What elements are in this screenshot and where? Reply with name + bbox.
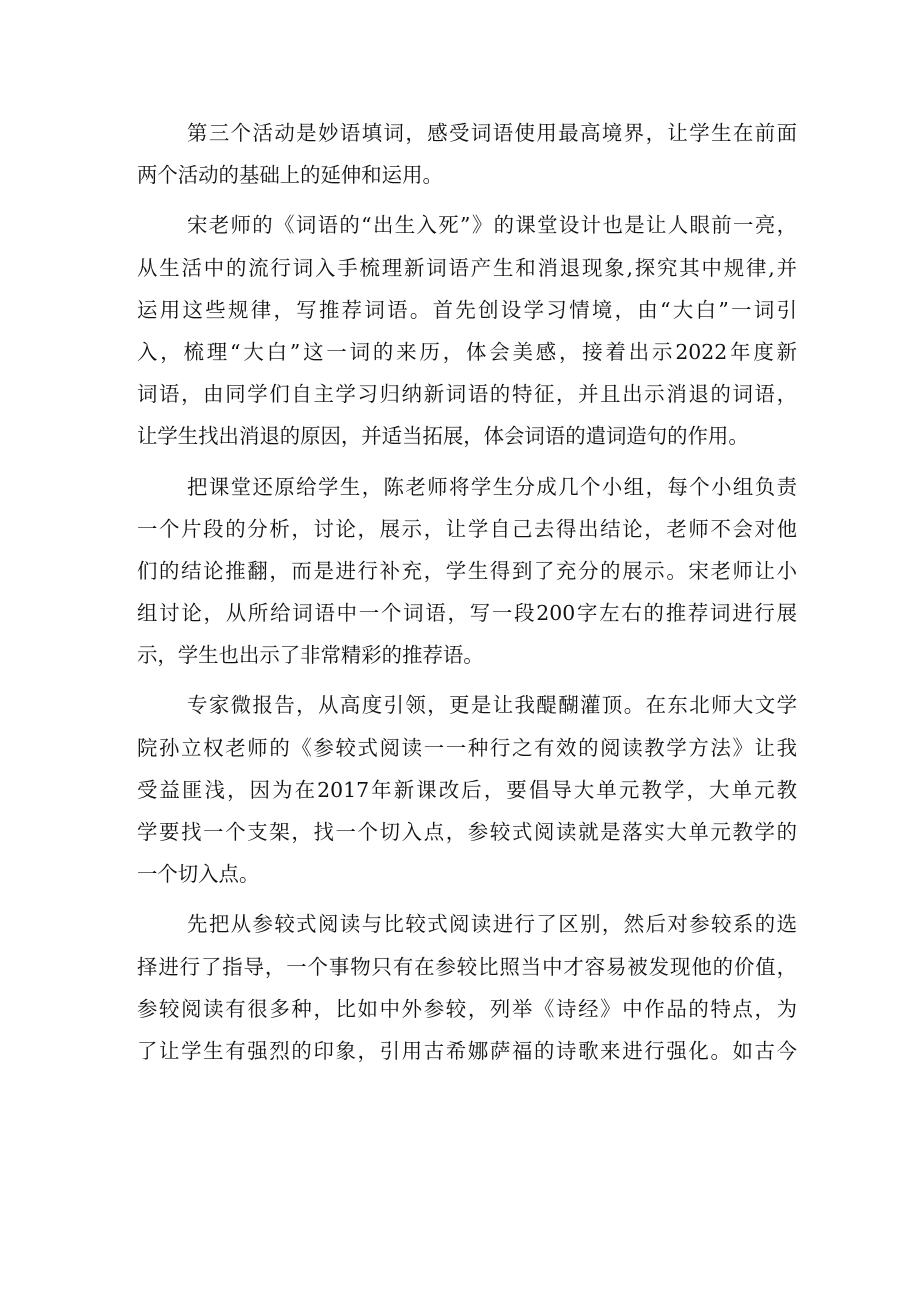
text-line: 学要找一个支架，找一个切入点，参较式阅读就是落实大单元教学的 — [137, 820, 797, 844]
text-line: 让学生找出消退的原因，并适当拓展，体会词语的遣词造句的作用。 — [137, 424, 749, 449]
text-line: 一个切入点。 — [137, 862, 260, 887]
paragraph — [137, 204, 797, 457]
text-line: 专家微报告，从高度引领，更是让我醍醐灌顶。在东北师大文学 — [187, 693, 797, 718]
text-line: 们的结论推翻，而是进行补充，学生得到了充分的展示。宋老师让小 — [137, 558, 797, 583]
text-line: 从生活中的流行词入手梳理新词语产生和消退现象,探究其中规律,并 — [137, 255, 797, 280]
text-line: 参较阅读有很多种，比如中外参较，列举《诗经》中作品的特点，为 — [137, 996, 797, 1021]
text-line: 一个片段的分析，讨论，展示，让学自己去得出结论，老师不会对他 — [137, 516, 797, 541]
text-line: 第三个活动是妙语填词，感受词语使用最高境界，让学生在前面 — [187, 121, 797, 145]
text-line: 先把从参较式阅读与比较式阅读进行了区别，然后对参较系的选 — [187, 912, 797, 937]
text-line: 择进行了指导，一个事物只有在参较比照当中才容易被发现他的价值， — [137, 954, 797, 979]
text-line: 词语，由同学们自主学习归纳新词语的特征，并且出示消退的词语， — [137, 382, 797, 407]
paragraph — [137, 903, 797, 1072]
text-line: 受益匪浅，因为在2017年新课改后，要倡导大单元教学，大单元教 — [137, 777, 797, 802]
text-line: 示，学生也出示了非常精彩的推荐语。 — [137, 643, 484, 668]
text-line: 运用这些规律，写推荐词语。首先创设学习情境，由“大白”一词引 — [137, 297, 797, 322]
document-body — [137, 112, 797, 1072]
paragraph — [137, 684, 797, 895]
text-line: 把课堂还原给学生，陈老师将学生分成几个小组，每个小组负责 — [187, 474, 797, 499]
text-line: 入，梳理“大白”这一词的来历，体会美感，接着出示2022年度新 — [137, 339, 797, 364]
text-line: 宋老师的《词语的“出生入死”》的课堂设计也是让人眼前一亮， — [187, 213, 797, 238]
paragraph — [137, 112, 797, 196]
text-line: 组讨论，从所给词语中一个词语，写一段200字左右的推荐词进行展 — [137, 601, 797, 626]
text-line: 了让学生有强烈的印象，引用古希娜萨福的诗歌来进行强化。如古今 — [137, 1038, 797, 1063]
text-line: 两个活动的基础上的延伸和运用。 — [137, 163, 443, 188]
paragraph — [137, 466, 797, 677]
text-line: 院孙立权老师的《参较式阅读一一种行之有效的阅读教学方法》让我 — [137, 735, 797, 760]
